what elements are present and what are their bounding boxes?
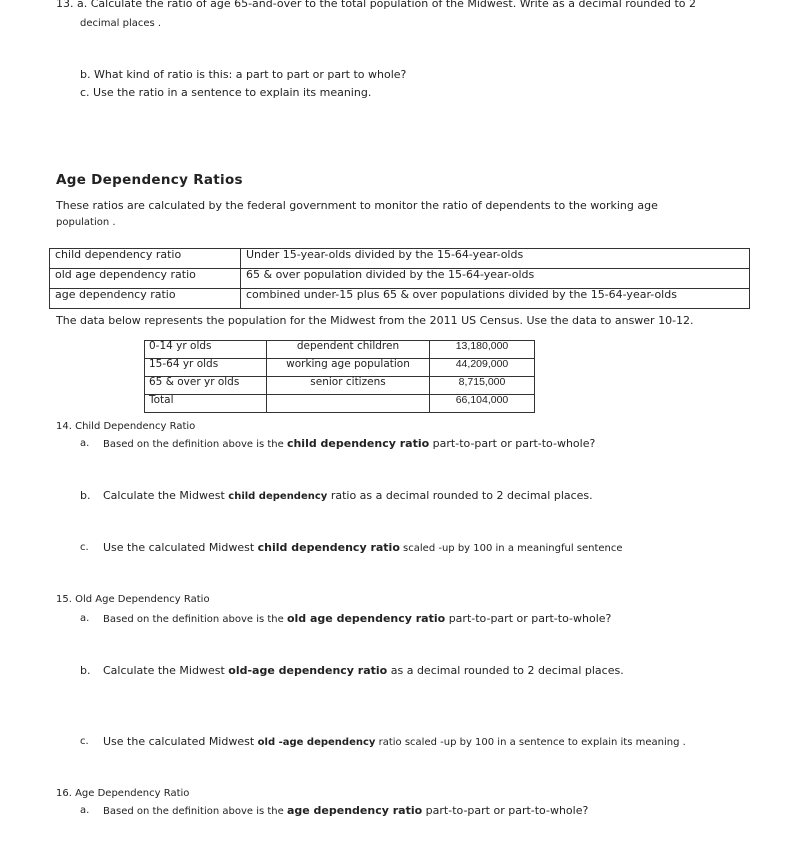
definition-name: age dependency ratio bbox=[50, 289, 241, 309]
population-group: Total bbox=[145, 395, 267, 413]
definition-text: combined under-15 plus 65 & over populations divided by the 15-64-year-olds bbox=[241, 289, 750, 309]
definition-text: 65 & over population divided by the 15-64-year-olds bbox=[241, 269, 750, 289]
section-intro-line1: These ratios are calculated by the federal government to monitor the ratio of dependents to the working age bbox=[56, 199, 658, 212]
section-intro-line2: population . bbox=[56, 217, 116, 228]
population-desc: dependent children bbox=[267, 341, 430, 359]
q14-a-number: a. bbox=[80, 438, 90, 449]
definition-name: child dependency ratio bbox=[50, 249, 241, 269]
table-row bbox=[145, 359, 535, 377]
population-value: 66,104,000 bbox=[430, 395, 535, 413]
population-group: 15-64 yr olds bbox=[145, 359, 267, 377]
q15-c-number: c. bbox=[80, 736, 89, 747]
q14-c-number: c. bbox=[80, 542, 89, 553]
q14-a-text: Based on the definition above is the child dependency ratio part-to-part or part-to-whole? bbox=[103, 437, 596, 450]
q16-a-text: Based on the definition above is the age dependency ratio part-to-part or part-to-whole? bbox=[103, 804, 589, 817]
population-value: 44,209,000 bbox=[430, 359, 535, 377]
table-row bbox=[50, 289, 750, 309]
table-row bbox=[50, 249, 750, 269]
q15-a-number: a. bbox=[80, 613, 90, 624]
population-group: 0-14 yr olds bbox=[145, 341, 267, 359]
table-row bbox=[145, 341, 535, 359]
table-row bbox=[145, 377, 535, 395]
q16-title: 16. Age Dependency Ratio bbox=[56, 788, 190, 799]
population-desc bbox=[267, 395, 430, 413]
population-group: 65 & over yr olds bbox=[145, 377, 267, 395]
q13-b: b. What kind of ratio is this: a part to part or part to whole? bbox=[80, 68, 407, 81]
q14-b-number: b. bbox=[80, 489, 91, 502]
q15-a-text: Based on the definition above is the old age dependency ratio part-to-part or part-to-whole? bbox=[103, 612, 612, 625]
q15-c-text: Use the calculated Midwest old -age dependency ratio scaled -up by 100 in a sentence to explain its meaning . bbox=[103, 735, 686, 748]
q14-b-text: Calculate the Midwest child dependency ratio as a decimal rounded to 2 decimal places. bbox=[103, 489, 593, 502]
q15-title: 15. Old Age Dependency Ratio bbox=[56, 594, 210, 605]
population-table bbox=[144, 340, 535, 413]
definitions-table bbox=[49, 248, 750, 309]
population-value: 13,180,000 bbox=[430, 341, 535, 359]
q14-c-text: Use the calculated Midwest child dependency ratio scaled -up by 100 in a meaningful sentence bbox=[103, 541, 623, 554]
q14-title: 14. Child Dependency Ratio bbox=[56, 421, 196, 432]
population-value: 8,715,000 bbox=[430, 377, 535, 395]
q13-a-line2: decimal places . bbox=[80, 18, 162, 29]
table-row bbox=[145, 395, 535, 413]
q15-b-number: b. bbox=[80, 664, 91, 677]
data-intro: The data below represents the population for the Midwest from the 2011 US Census. Use the data to answer 10-12. bbox=[56, 314, 694, 327]
definition-text: Under 15-year-olds divided by the 15-64-year-olds bbox=[241, 249, 750, 269]
population-desc: senior citizens bbox=[267, 377, 430, 395]
q15-b-text: Calculate the Midwest old-age dependency ratio as a decimal rounded to 2 decimal places. bbox=[103, 664, 624, 677]
q13-a-line1: 13. a. Calculate the ratio of age 65-and-over to the total population of the Midwest. Write as a decimal rounded to 2 bbox=[56, 0, 697, 10]
section-title: Age Dependency Ratios bbox=[56, 172, 243, 188]
population-desc: working age population bbox=[267, 359, 430, 377]
definition-name: old age dependency ratio bbox=[50, 269, 241, 289]
q16-a-number: a. bbox=[80, 805, 90, 816]
table-row bbox=[50, 269, 750, 289]
q13-c: c. Use the ratio in a sentence to explain its meaning. bbox=[80, 86, 372, 99]
